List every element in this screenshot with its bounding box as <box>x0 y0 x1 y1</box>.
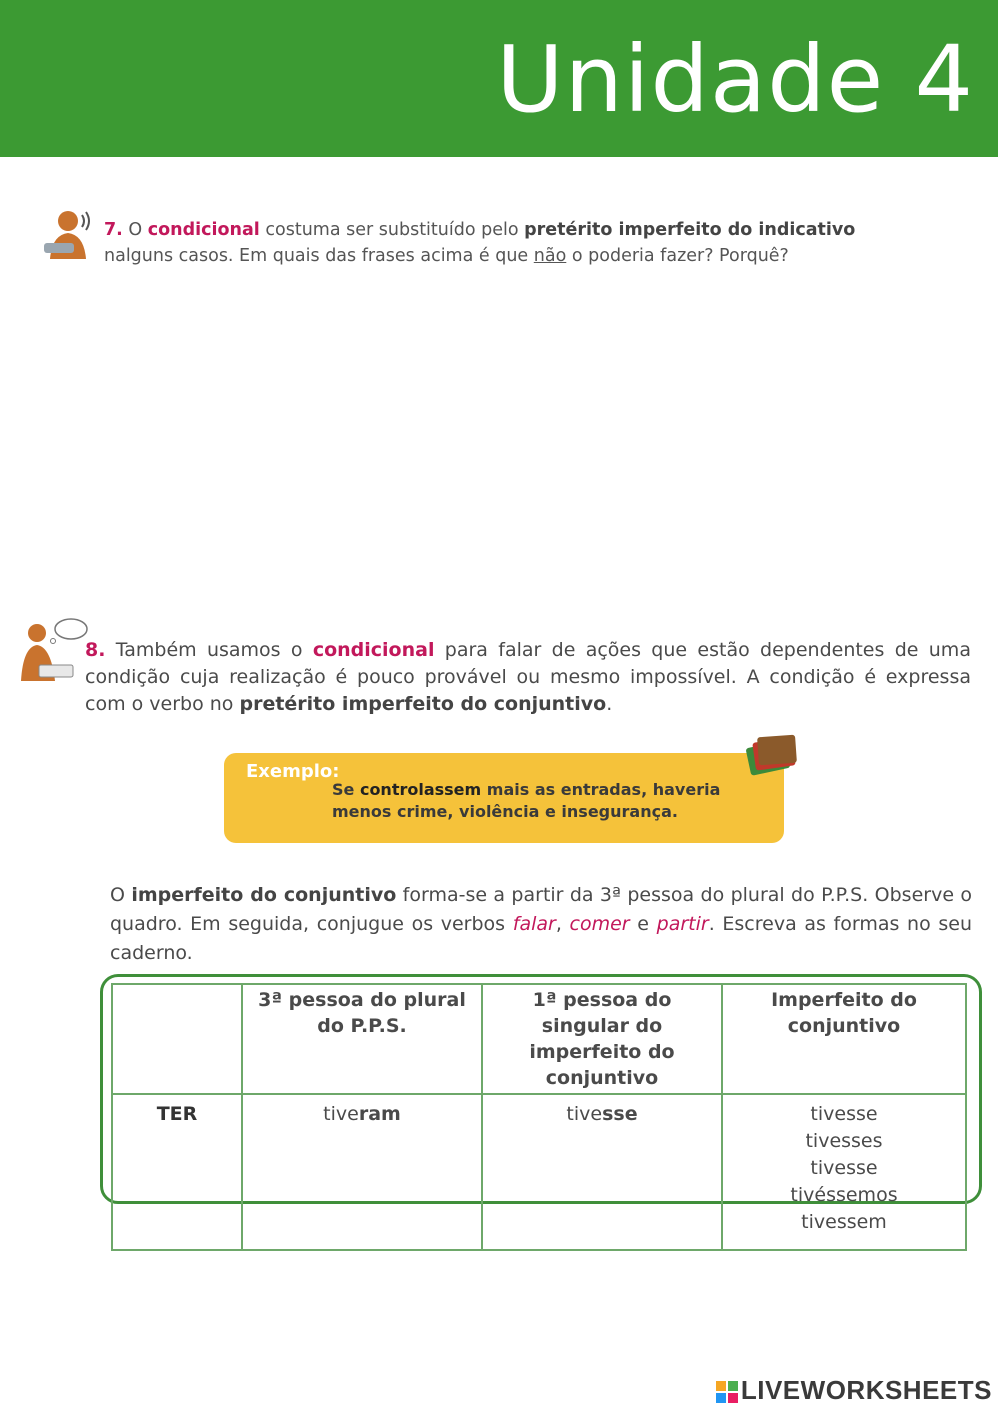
singular-cell: tivesse <box>482 1094 722 1250</box>
example-text: Se controlassem mais as entradas, haveria menos crime, violência e insegurança. <box>332 780 721 821</box>
conjugation-table-frame <box>100 974 982 1233</box>
table-header-row <box>112 984 966 1094</box>
exercise-7-text: 7. O condicional costuma ser substituído pelo pretérito imperfeito do indicativo nalguns casos. Em quais das frases acima é que não o poderia fazer? Porquê? <box>104 220 856 266</box>
page-title: Unidade 4 <box>496 26 974 133</box>
form-item: tivéssemos <box>790 1184 898 1206</box>
table-row <box>112 1094 966 1250</box>
form-item: tivesse <box>810 1103 878 1125</box>
exercise-8-text: 8. Também usamos o condicional para falar de ações que estão dependentes de uma condição cuja realização é pouco provável ou mesmo impossível. A condição é expressa com o verbo no pretérito imperfeito do conjuntivo. <box>85 639 971 715</box>
liveworksheets-logo: LIVEWORKSHEETS <box>716 1375 992 1406</box>
example-box <box>224 753 784 843</box>
form-item: tivesse <box>810 1157 878 1179</box>
example-label: Exemplo: <box>246 761 340 782</box>
form-item: tivessem <box>801 1211 887 1233</box>
pps-cell: tiveram <box>242 1094 482 1250</box>
books-icon <box>742 730 802 780</box>
conjugation-table <box>111 983 967 1251</box>
thinking-person-icon <box>15 615 93 683</box>
speaking-person-icon <box>40 205 96 261</box>
table-header-imperfeito: Imperfeito do conjuntivo <box>722 984 966 1094</box>
table-header-singular: 1ª pessoa do singular do imperfeito do conjuntivo <box>482 984 722 1094</box>
forms-cell <box>722 1094 966 1250</box>
verb-cell: TER <box>112 1094 242 1250</box>
table-header-empty <box>112 984 242 1094</box>
table-header-pps: 3ª pessoa do plural do P.P.S. <box>242 984 482 1094</box>
page-header <box>0 0 998 157</box>
liveworksheets-logo-icon <box>716 1381 738 1403</box>
form-item: tivesses <box>805 1130 883 1152</box>
instruction-paragraph: O imperfeito do conjuntivo forma-se a partir da 3ª pessoa do plural do P.P.S. Observe o quadro. Em seguida, conjugue os verbos falar, comer e partir. Escreva as formas no seu caderno. <box>110 884 972 964</box>
